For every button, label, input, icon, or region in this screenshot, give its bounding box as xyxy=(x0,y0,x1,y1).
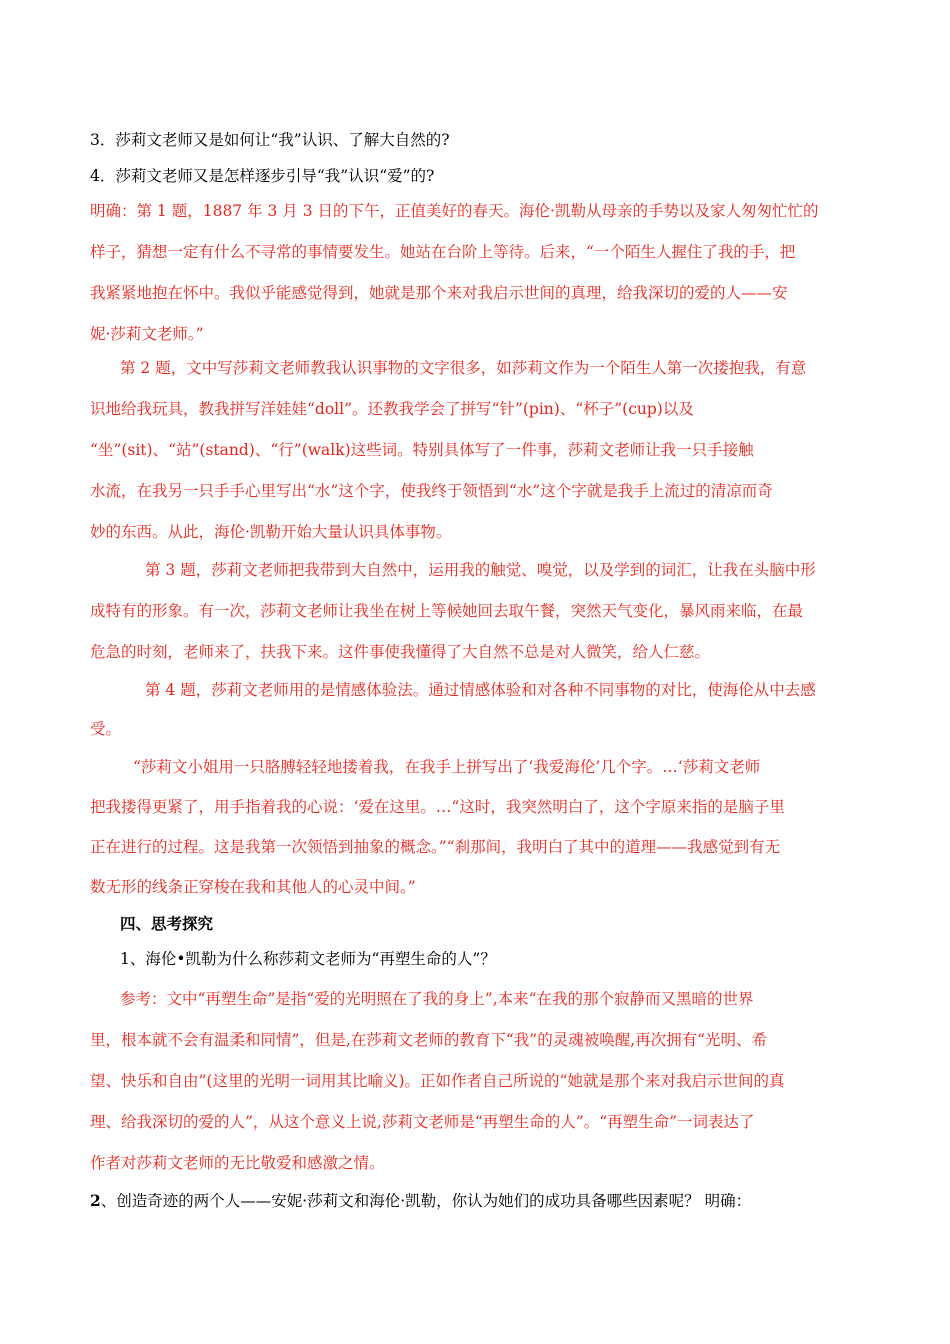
section-heading: 四、思考探究 xyxy=(120,914,214,933)
answer-1-line: 样子，猜想一定有什么不寻常的事情要发生。她站在台阶上等待。后来，“一个陌生人握住了我的手，把 xyxy=(90,243,796,261)
answer-2-line: 第 2 题，文中写莎莉文老师教我认识事物的文字很多，如莎莉文作为一个陌生人第一次搂抱我，有意 xyxy=(120,359,807,377)
question-2-number: 2 xyxy=(90,1191,101,1210)
quote-line: 数无形的线条正穿梭在我和其他人的心灵中间。” xyxy=(90,878,416,896)
answer-4-line: 受。 xyxy=(90,720,122,738)
answer-3-line: 成特有的形象。有一次，莎莉文老师让我坐在树上等候她回去取午餐，突然天气变化，暴风雨来临，在最 xyxy=(90,602,804,620)
answer-1-line: 妮·莎莉文老师。” xyxy=(90,325,204,343)
question-4: 4．莎莉文老师又是怎样逐步引导“我”认识“爱”的? xyxy=(90,167,435,185)
answer-2-line: 妙的东西。从此，海伦·凯勒开始大量认识具体事物。 xyxy=(90,523,452,541)
answer-3-line: 第 3 题，莎莉文老师把我带到大自然中，运用我的触觉、嗅觉，以及学到的词汇，让我在头脑中形 xyxy=(145,561,816,579)
reference-line: 里，根本就不会有温柔和同情”，但是,在莎莉文老师的教育下“我”的灵魂被唤醒,再次拥有“光明、希 xyxy=(90,1031,768,1049)
answer-2-line: 识地给我玩具，教我拼写洋娃娃“doll”。还教我学会了拼写“针”(pin)、“杯子”(cup)以及 xyxy=(90,400,694,418)
question-2-text: 、创造奇迹的两个人——安妮·莎莉文和海伦·凯勒，你认为她们的成功具备哪些因素呢？ 明确： xyxy=(100,1192,752,1210)
quote-line: “莎莉文小姐用一只胳膊轻轻地搂着我，在我手上拼写出了‘我爱海伦’几个字。…‘莎莉文老师 xyxy=(133,758,761,776)
reference-line: 参考：文中“再塑生命”是指“爱的光明照在了我的身上”,本来“在我的那个寂静而又黑暗的世界 xyxy=(120,990,754,1008)
quote-line: 把我搂得更紧了，用手指着我的心说：‘爱在这里。…“这时，我突然明白了，这个字原来指的是脑子里 xyxy=(90,798,785,816)
answer-1-line: 我紧紧地抱在怀中。我似乎能感觉得到，她就是那个来对我启示世间的真理，给我深切的爱的人——安 xyxy=(90,284,788,302)
reference-line: 望、快乐和自由”(这里的光明一词用其比喻义)。正如作者自己所说的“她就是那个来对我启示世间的真 xyxy=(90,1072,785,1090)
question-3: 3．莎莉文老师又是如何让“我”认识、了解大自然的? xyxy=(90,131,450,149)
answer-2-line: “坐”(sit)、“站”(stand)、“行”(walk)这些词。特别具体写了一件事，莎莉文老师让我一只手接触 xyxy=(90,441,754,459)
answer-3-line: 危急的时刻，老师来了，扶我下来。这件事使我懂得了大自然不总是对人微笑，给人仁慈。 xyxy=(90,643,711,661)
section-question-1: 1、海伦•凯勒为什么称莎莉文老师为“再塑生命的人”？ xyxy=(120,950,496,968)
reference-line: 作者对莎莉文老师的无比敬爱和感激之情。 xyxy=(90,1154,385,1172)
reference-line: 理、给我深切的爱的人”，从这个意义上说,莎莉文老师是“再塑生命的人”。“再塑生命”一词表达了 xyxy=(90,1113,755,1131)
answer-1-line: 明确：第 1 题，1887 年 3 月 3 日的下午，正值美好的春天。海伦·凯勒从母亲的手势以及家人匆匆忙忙的 xyxy=(90,202,819,220)
answer-2-line: 水流，在我另一只手手心里写出“水”这个字，使我终于领悟到“水”这个字就是我手上流过的清凉而奇 xyxy=(90,482,773,500)
answer-4-line: 第 4 题，莎莉文老师用的是情感体验法。通过情感体验和对各种不同事物的对比，使海伦从中去感 xyxy=(145,681,816,699)
section-question-2 xyxy=(90,1191,751,1211)
quote-line: 正在进行的过程。这是我第一次领悟到抽象的概念。”“刹那间，我明白了其中的道理——我感觉到有无 xyxy=(90,838,781,856)
